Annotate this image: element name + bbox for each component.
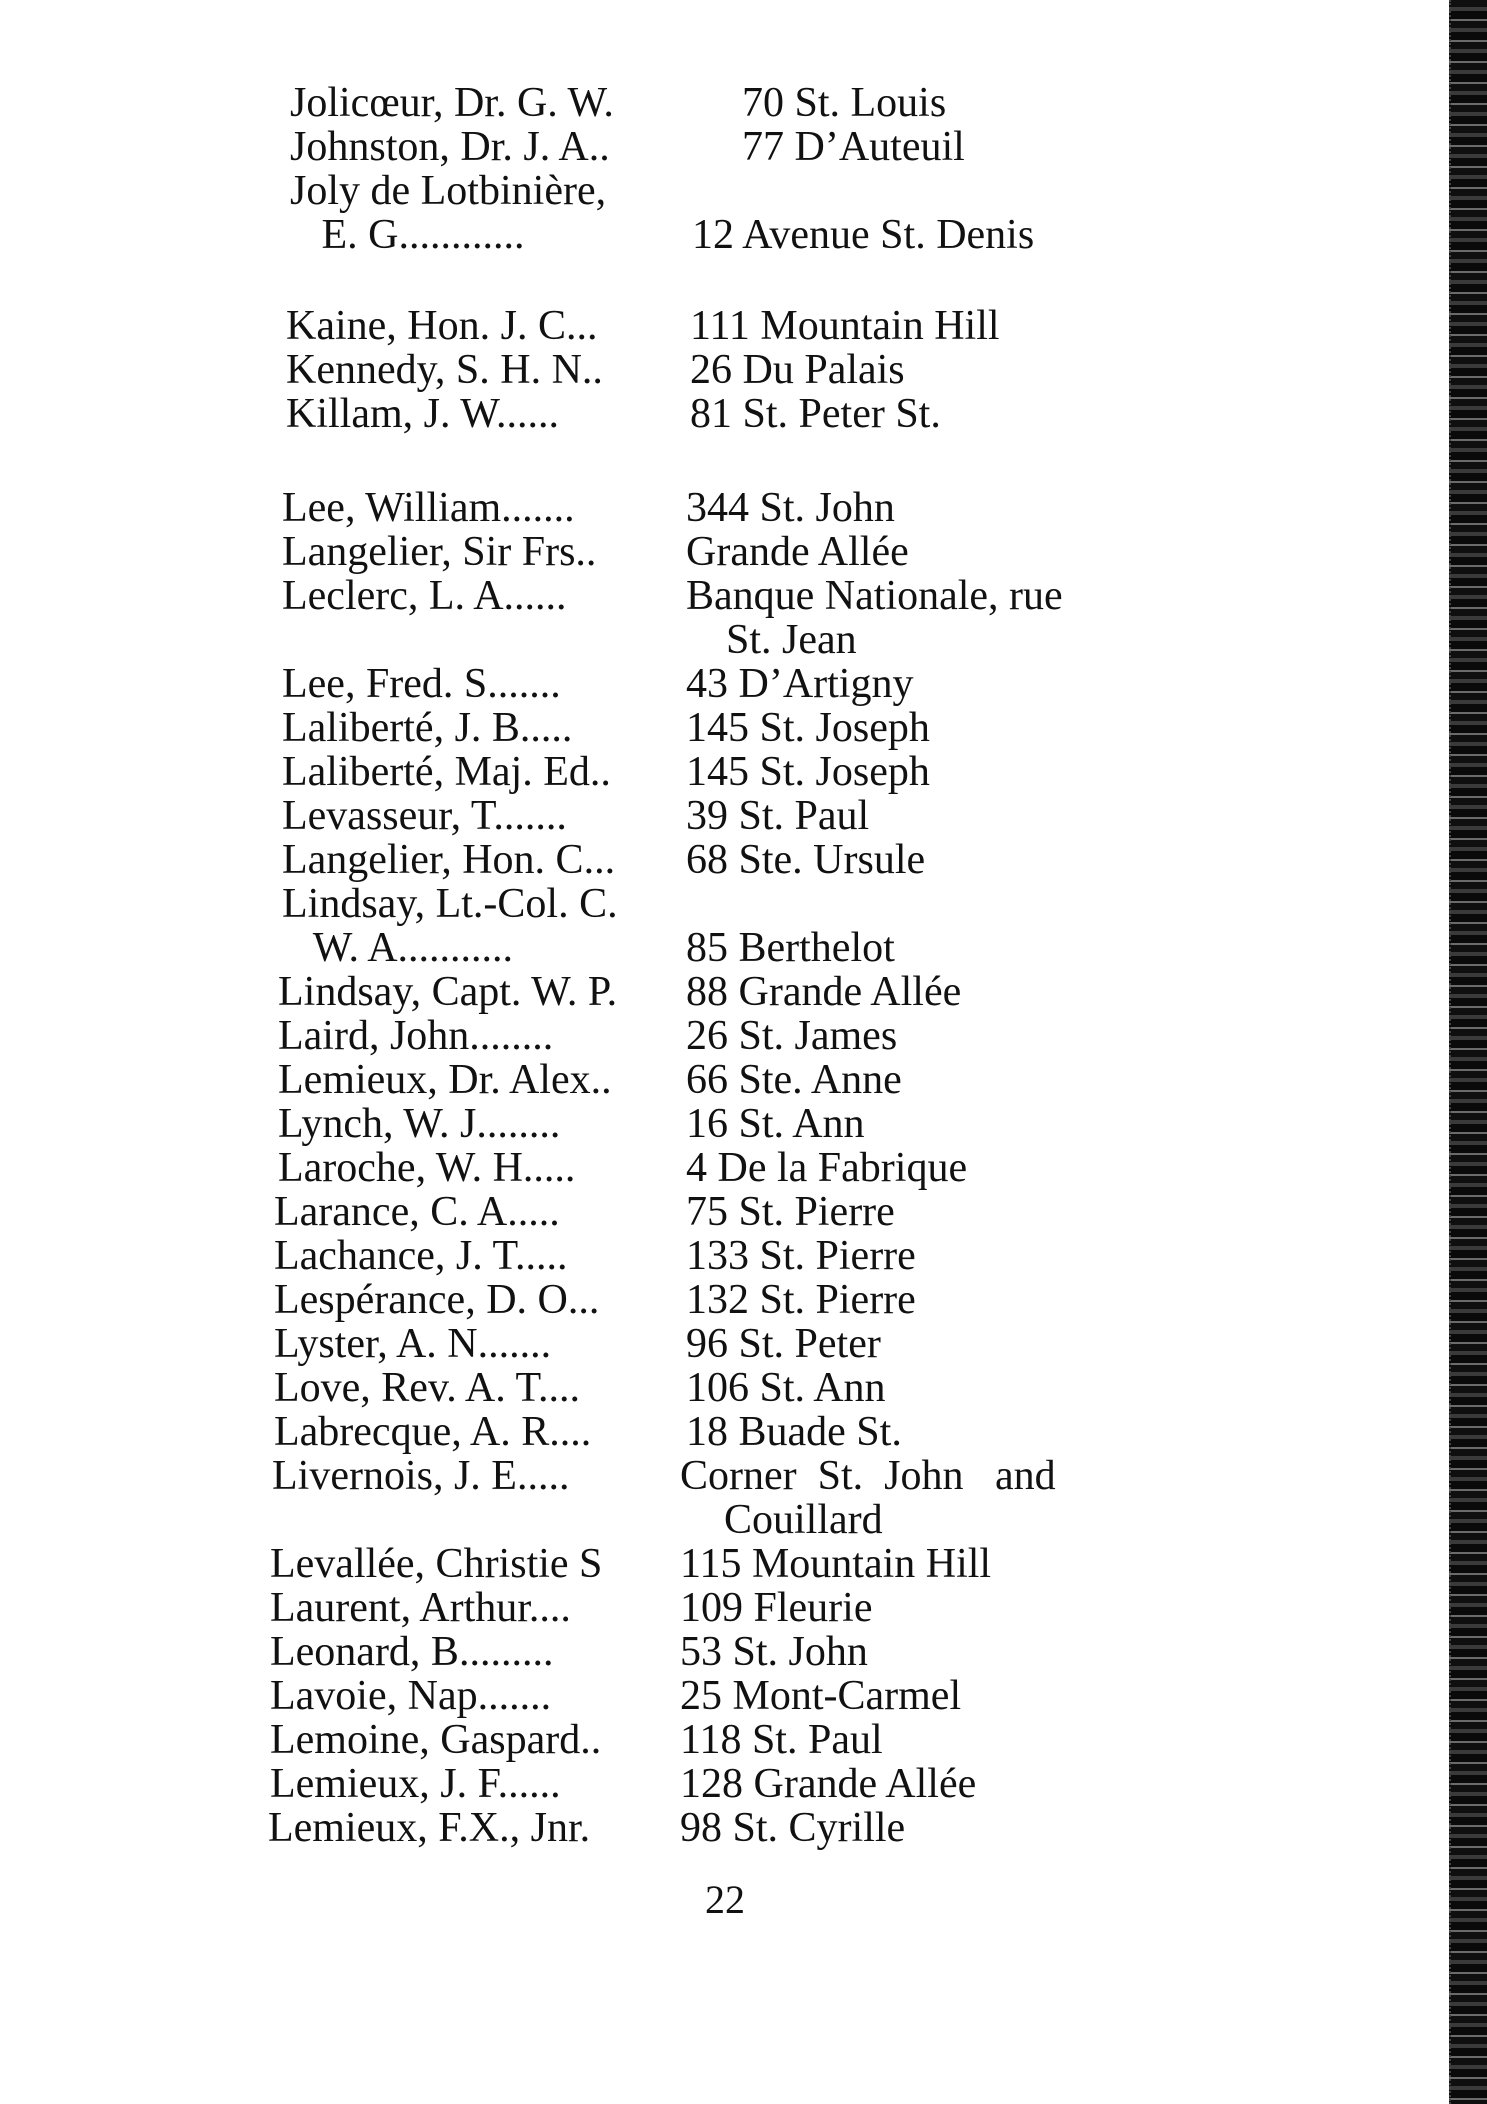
- entry-address: 145 St. Joseph: [686, 705, 930, 751]
- entry-address: 43 D’Artigny: [686, 661, 914, 707]
- entry-name: Lemieux, Dr. Alex..: [278, 1057, 612, 1103]
- entry-address: 70 St. Louis: [742, 80, 947, 126]
- entry-address: Banque Nationale, rue: [686, 573, 1063, 619]
- entry-address: 109 Fleurie: [680, 1585, 873, 1631]
- entry-name: Love, Rev. A. T....: [274, 1365, 581, 1411]
- entry-address: 85 Berthelot: [686, 925, 895, 971]
- entry-name: Laliberté, Maj. Ed..: [282, 749, 611, 795]
- entry-address: 18 Buade St.: [686, 1409, 902, 1455]
- entry-name: Labrecque, A. R....: [274, 1409, 592, 1455]
- entry-name: Joly de Lotbinière,: [290, 168, 607, 214]
- entry-address: 344 St. John: [686, 485, 895, 531]
- entry-address: 66 Ste. Anne: [686, 1057, 902, 1103]
- entry-name: Livernois, J. E.....: [272, 1453, 570, 1499]
- entry-address: 132 St. Pierre: [686, 1277, 916, 1323]
- entry-name: Laroche, W. H.....: [278, 1145, 576, 1191]
- entry-address: 26 St. James: [686, 1013, 898, 1059]
- entry-address-continuation: St. Jean: [726, 617, 857, 663]
- entry-address: Grande Allée: [686, 529, 909, 575]
- entry-address: 75 St. Pierre: [686, 1189, 895, 1235]
- entry-name: Lee, Fred. S.......: [282, 661, 561, 707]
- entry-name: Lemoine, Gaspard..: [270, 1717, 602, 1763]
- entry-name: Lindsay, Capt. W. P.: [278, 969, 618, 1015]
- entry-address: 145 St. Joseph: [686, 749, 930, 795]
- entry-address: 128 Grande Allée: [680, 1761, 977, 1807]
- entry-name: Leclerc, L. A......: [282, 573, 567, 619]
- entry-name: Langelier, Hon. C...: [282, 837, 616, 883]
- entry-name: Laird, John........: [278, 1013, 554, 1059]
- entry-address: 81 St. Peter St.: [690, 391, 941, 437]
- entry-name: Langelier, Sir Frs..: [282, 529, 597, 575]
- entry-name: Lindsay, Lt.-Col. C.: [282, 881, 618, 927]
- entry-name: Kennedy, S. H. N..: [286, 347, 603, 393]
- entry-name: Lyster, A. N.......: [274, 1321, 552, 1367]
- entry-name: Jolicœur, Dr. G. W.: [290, 80, 614, 126]
- entry-address: 12 Avenue St. Denis: [692, 212, 1035, 258]
- entry-address: 88 Grande Allée: [686, 969, 962, 1015]
- entry-address: 26 Du Palais: [690, 347, 905, 393]
- entry-address: 25 Mont-Carmel: [680, 1673, 962, 1719]
- entry-name: Lachance, J. T.....: [274, 1233, 568, 1279]
- entry-address: 53 St. John: [680, 1629, 868, 1675]
- entry-name: Levallée, Christie S: [270, 1541, 603, 1587]
- entry-name: Lavoie, Nap.......: [270, 1673, 552, 1719]
- entry-name: Laliberté, J. B.....: [282, 705, 573, 751]
- entry-name: Lynch, W. J........: [278, 1101, 561, 1147]
- entry-name: Levasseur, T.......: [282, 793, 567, 839]
- entry-name: E. G............: [290, 212, 525, 258]
- entry-address: 96 St. Peter: [686, 1321, 881, 1367]
- entry-name: Lemieux, F.X., Jnr.: [268, 1805, 591, 1851]
- entry-address: 16 St. Ann: [686, 1101, 865, 1147]
- entry-name: Laurent, Arthur....: [270, 1585, 571, 1631]
- entry-address: 106 St. Ann: [686, 1365, 886, 1411]
- entry-name: Killam, J. W......: [286, 391, 560, 437]
- entry-address-continuation: Couillard: [724, 1497, 883, 1543]
- entry-address: 111 Mountain Hill: [690, 303, 1000, 349]
- entry-address: Corner St. John and: [680, 1453, 1056, 1499]
- page-number: 22: [705, 1877, 745, 1922]
- entry-address: 98 St. Cyrille: [680, 1805, 906, 1851]
- entry-name: Johnston, Dr. J. A..: [290, 124, 610, 170]
- entry-name: Lemieux, J. F......: [270, 1761, 561, 1807]
- entry-name: Lee, William.......: [282, 485, 575, 531]
- entry-name: Lespérance, D. O...: [274, 1277, 600, 1323]
- entry-address: 77 D’Auteuil: [742, 124, 965, 170]
- entry-address: 4 De la Fabrique: [686, 1145, 968, 1191]
- entry-address: 133 St. Pierre: [686, 1233, 916, 1279]
- entry-name: Larance, C. A.....: [274, 1189, 560, 1235]
- entry-address: 39 St. Paul: [686, 793, 870, 839]
- page-binding-edge: [1449, 0, 1487, 2104]
- entry-name: Kaine, Hon. J. C...: [286, 303, 598, 349]
- entry-address: 115 Mountain Hill: [680, 1541, 992, 1587]
- entry-name: Leonard, B.........: [270, 1629, 554, 1675]
- entry-address: 118 St. Paul: [680, 1717, 883, 1763]
- entry-name: W. A...........: [282, 925, 514, 971]
- entry-address: 68 Ste. Ursule: [686, 837, 926, 883]
